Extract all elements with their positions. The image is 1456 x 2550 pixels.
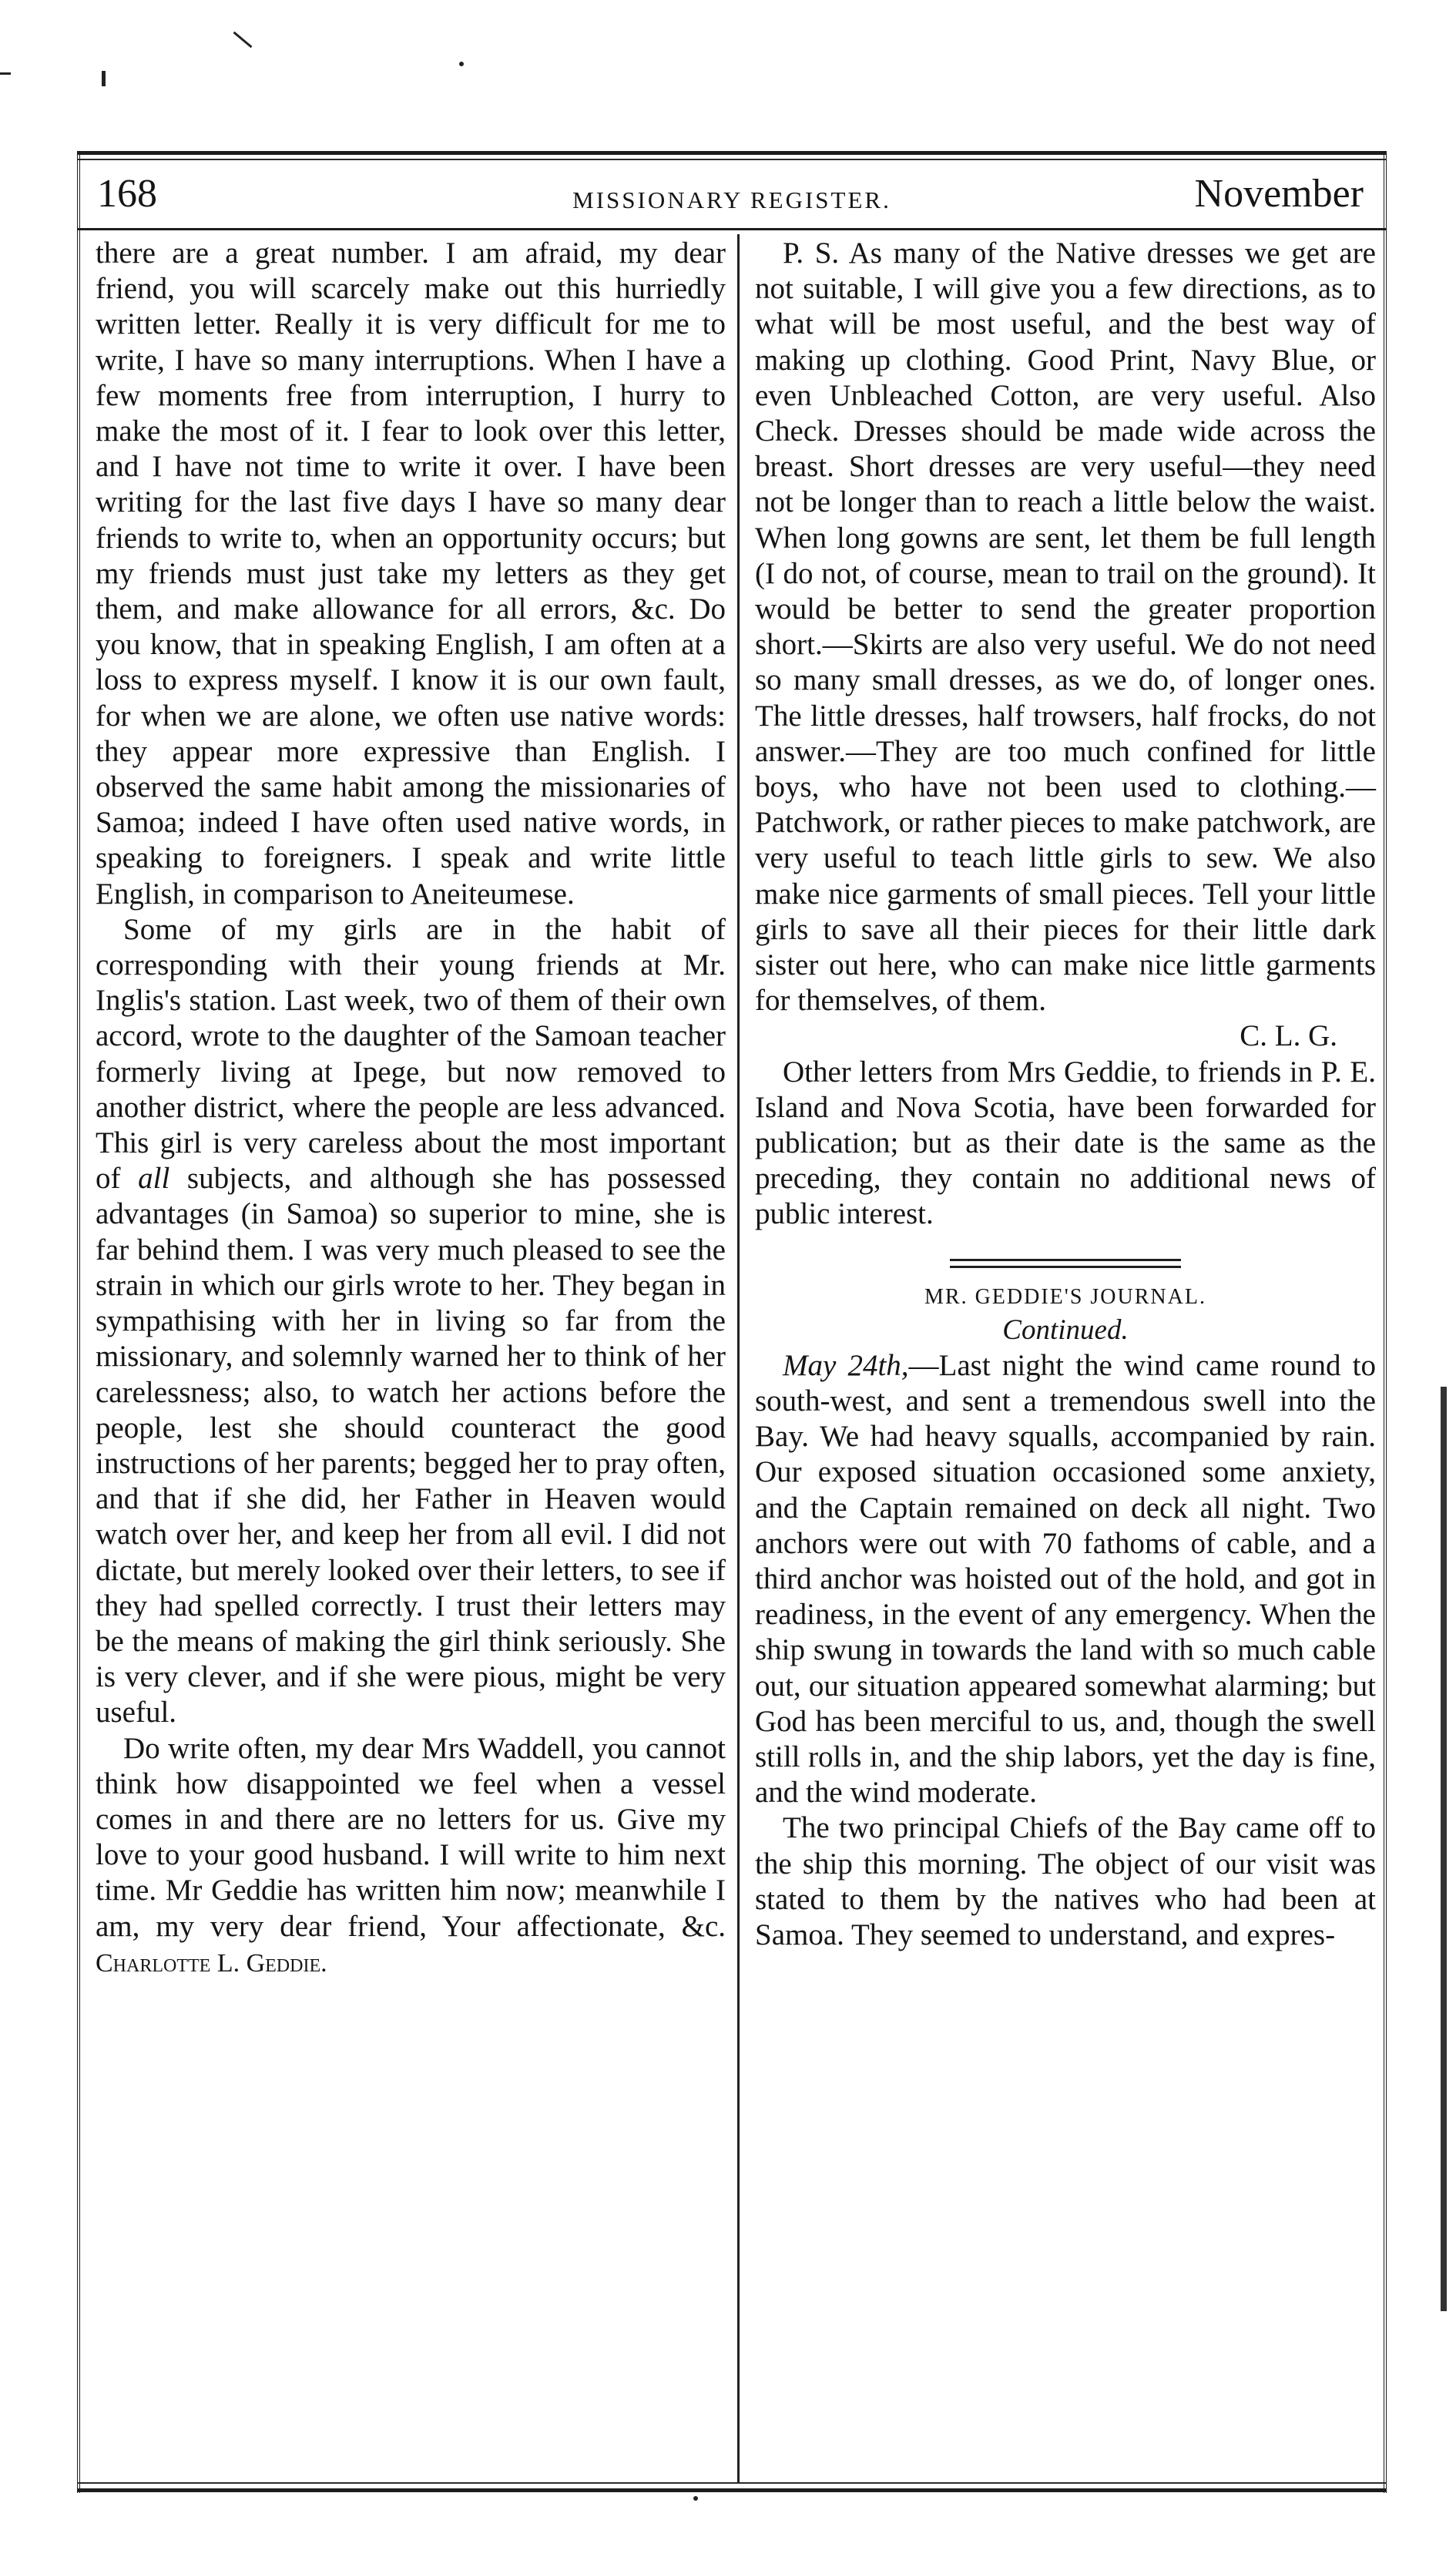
stray-mark	[693, 2496, 698, 2501]
letter-paragraph: Do write often, my dear Mrs Waddell, you cannot think how disappointed we feel when a vessel comes in and there are no letters for us. Give my love to your good husband. I will write to him next time. Mr Geddie has written him now; meanwhile I am, my very dear friend, Your affectionate, &c. Charlotte L. Geddie.	[96, 1731, 726, 1978]
scan-edge-mark	[1441, 1387, 1447, 2311]
journal-date: May 24th,	[783, 1348, 909, 1382]
letter-paragraph: there are a great number. I am afraid, my dear friend, you will scarcely make out this hurriedly written letter. Really it is very difficult for me to write, I have so many interruptions. When I have a few moments free from interruption, I hurry to make the most of it. I fear to look over this letter, and I have not time to write it over. I have been writing for the last five days I have so many dear friends to write to, when an opportunity occurs; but my friends must just take my letters as they get them, and make allowance for all errors, &c. Do you know, that in speaking English, I am often at a loss to express myself. I know it is our own fault, for when we are alone, we often use native words: they appear more expressive than English. I observed the same habit among the missionaries of Samoa; indeed I have often used native words, in speaking to foreigners. I speak and write little English, in comparison to Aneiteumese.	[96, 237, 726, 911]
journal-title: MISSIONARY REGISTER.	[572, 186, 891, 213]
signature: Charlotte L. Geddie.	[96, 1948, 327, 1978]
stray-mark	[459, 62, 464, 66]
right-column	[755, 236, 1376, 1953]
header-rule	[77, 228, 1387, 230]
letter-paragraph: Some of my girls are in the habit of corresponding with their young friends at Mr. Inglis's station. Last week, two of them of their own accord, wrote to the daughter of the Samoan teacher formerly living at Ipege, but now removed to another district, where the people are less advanced. This girl is very careless about the most important of all subjects, and although she has possessed advantages (in Samoa) so superior to mine, she is far behind them. I was very much pleased to see the strain in which our girls wrote to her. They began in sympathising with her in living so far from the missionary, and solemnly warned her to think of her carelessness; also, to watch her actions before the people, lest she should counteract the good instructions of her parents; begged her to pray often, and that if she did, her Father in Heaven would watch over her, and keep her from all evil. I did not dictate, but merely looked over their letters, to see if they had spelled correctly. I trust their letters may be the means of making the girl think seriously. She is very clever, and if she were pious, might be very useful.	[96, 912, 726, 1730]
section-subtitle: Continued.	[1002, 1314, 1129, 1346]
running-header	[77, 168, 1387, 226]
top-rule-thin	[77, 159, 1387, 160]
right-border	[1384, 151, 1387, 2493]
page-frame	[77, 151, 1387, 2493]
left-column	[96, 236, 726, 1981]
top-rule	[77, 151, 1387, 155]
bottom-rule	[77, 2488, 1387, 2492]
left-border	[77, 151, 80, 2493]
stray-mark	[102, 71, 106, 86]
postscript-paragraph: P. S. As many of the Native dresses we get are not suitable, I will give you a few directions, as to what will be most useful, and the best way of making up clothing. Good Print, Navy Blue, or even Unbleached Cotton, are very useful. Also Check. Dresses should be made wide across the breast. Short dresses are very useful—they need not be longer than to reach a little below the waist. When long gowns are sent, let them be full length (I do not, of course, mean to trail on the ground). It would be better to send the greater proportion short.—Skirts are also very useful. We do not need so many small dresses, as we do, of longer ones. The little dresses, half trowsers, half frocks, do not answer.—They are too much confined for little boys, who have not been used to clothing.—Patchwork, or rather pieces to make patchwork, are very useful to teach little girls to sew. We also make nice garments of small pieces. Tell your little girls to save all their pieces for their little dark sister out here, who can make nice little garments for themselves, of them.	[755, 237, 1376, 1018]
section-title: MR. GEDDIE'S JOURNAL.	[924, 1284, 1206, 1309]
initials-signature: C. L. G.	[1240, 1019, 1337, 1053]
emphasis-text: all	[138, 1162, 170, 1196]
stray-mark	[0, 72, 11, 75]
journal-paragraph: May 24th,—Last night the wind came round to south-west, and sent a tremendous swell into the Bay. We had heavy squalls, accompanied by rain. Our exposed situation occasioned some anxiety, and the Captain remained on deck all night. Two anchors were out with 70 fathoms of cable, and a third anchor was hoisted out of the hold, and got in readiness, in the event of any emergency. When the ship swung in towards the land with so much cable out, our situation appeared somewhat alarming; but God has been merciful to us, and, though the swell still rolls in, and the ship labors, yet the day is fine, and the wind moderate.	[755, 1348, 1376, 1810]
page-number: 168	[97, 172, 157, 216]
section-divider	[950, 1259, 1181, 1268]
bottom-rule-thin	[77, 2482, 1387, 2484]
stray-mark	[233, 32, 253, 49]
journal-paragraph: The two principal Chiefs of the Bay came off to the ship this morning. The object of our visit was stated to them by the natives who had been at Samoa. They seemed to understand, and expres-	[755, 1811, 1376, 1951]
editorial-note: Other letters from Mrs Geddie, to friends in P. E. Island and Nova Scotia, have been forwarded for publication; but as their date is the same as the preceding, they contain no additional news of public interest.	[755, 1055, 1376, 1231]
issue-month: November	[1194, 172, 1364, 216]
column-divider	[737, 234, 740, 2484]
